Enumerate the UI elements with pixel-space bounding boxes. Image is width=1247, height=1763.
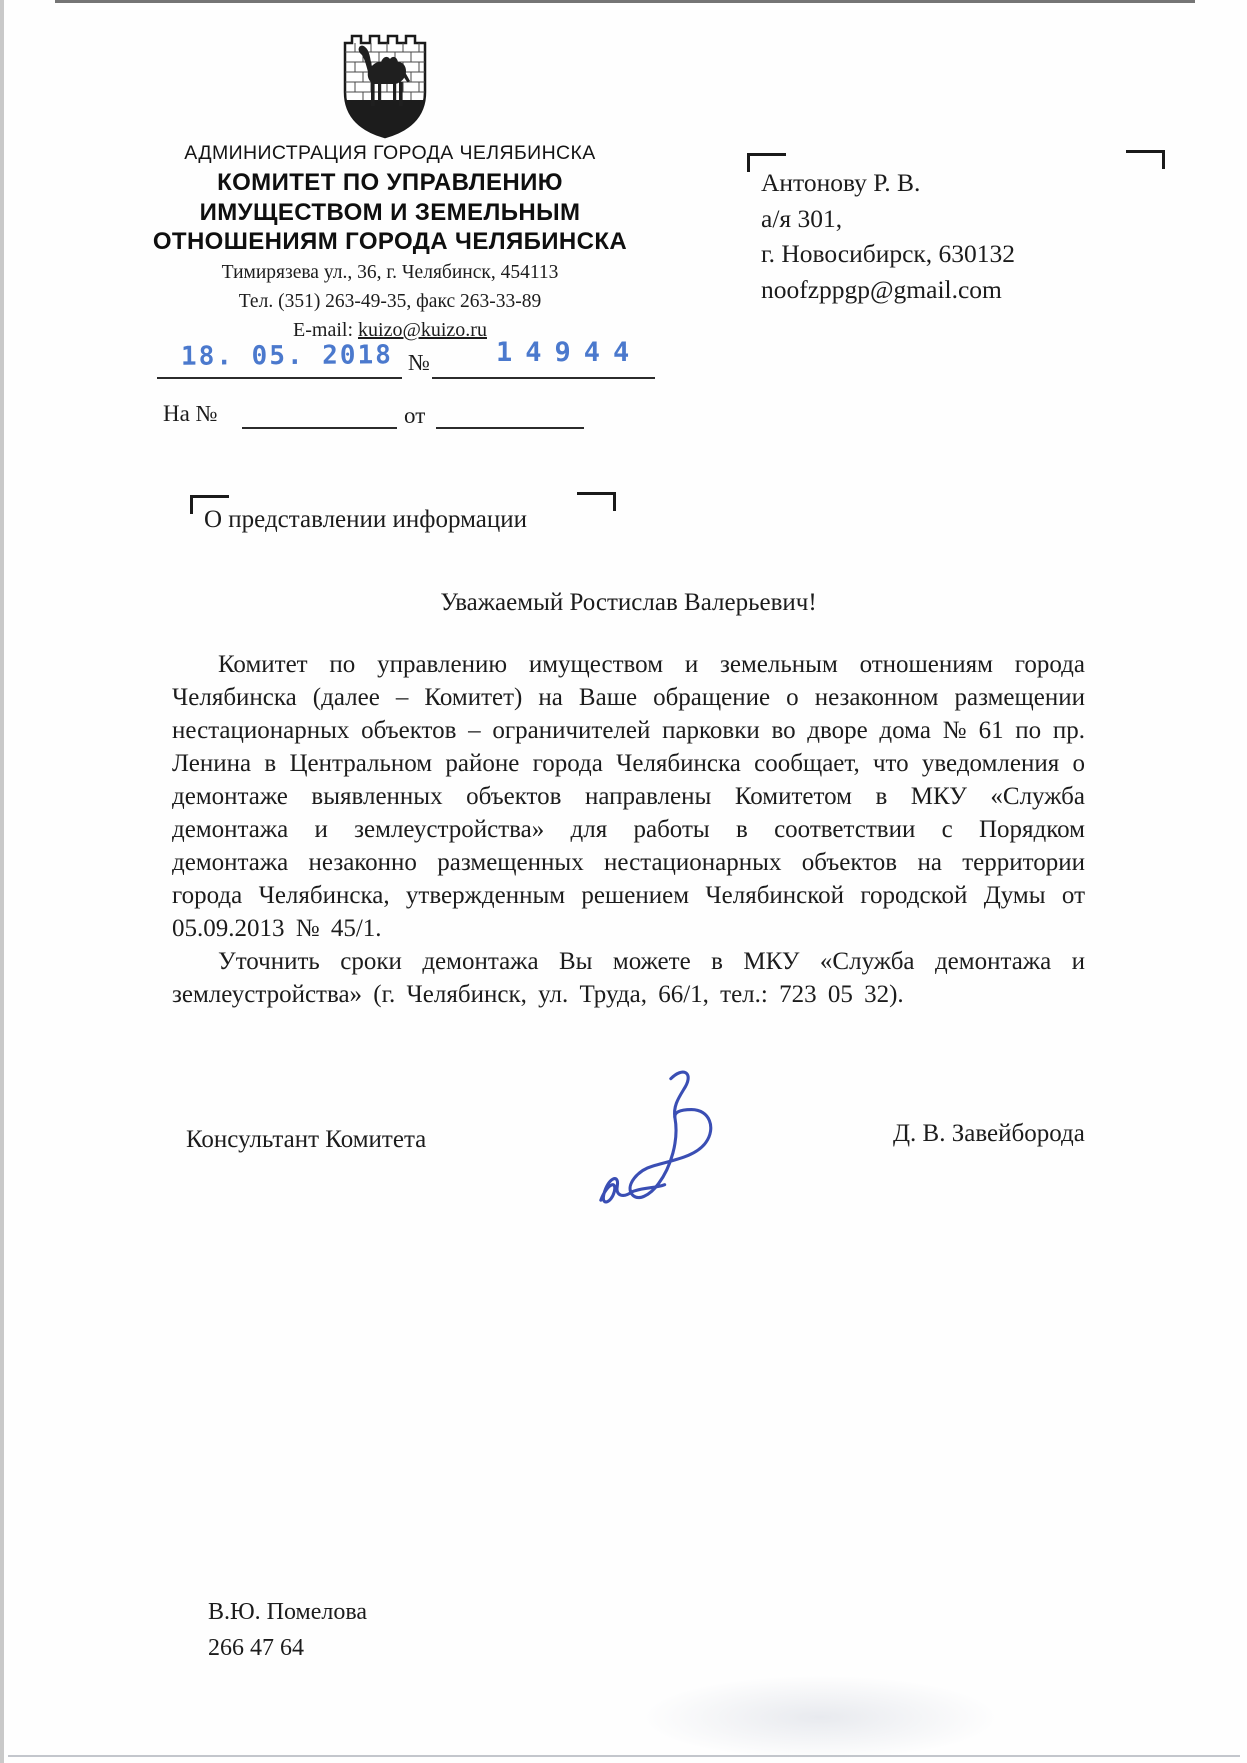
date-underline xyxy=(157,377,402,379)
scan-artifact-smudge xyxy=(640,1675,1000,1760)
body-paragraph-1: Комитет по управлению имуществом и земельным отношениям города Челябинска (далее – Комитет) на Ваше обращение о незаконном размещении нестационарных объектов – ограничителей парковки во дворе дома № 61 по пр. Ленина в Центральном районе города Челябинска сообщает, что уведомления о демонтаже выявленных объектов направлены Комитетом в МКУ «Служба демонтажа и землеустройства» для работы в соответствии с Порядком демонтажа незаконно размещенных нестационарных объектов на территории города Челябинска, утвержденным решением Челябинской городской Думы от 05.09.2013 № 45/1. xyxy=(172,651,1085,942)
in-reply-number-label: На № xyxy=(163,401,218,426)
recipient-name: Антонову Р. В. xyxy=(761,168,921,197)
recipient-block xyxy=(761,165,1101,307)
org-name xyxy=(118,168,662,257)
executor-phone: 266 47 64 xyxy=(208,1635,304,1661)
salutation: Уважаемый Ростислав Валерьевич! xyxy=(440,589,817,616)
org-name-line: ИМУЩЕСТВОМ И ЗЕМЕЛЬНЫМ xyxy=(199,198,581,226)
reg-number-stamp: 14944 xyxy=(496,337,643,368)
handwritten-signature xyxy=(572,1064,747,1219)
org-parent-name: АДМИНИСТРАЦИЯ ГОРОДА ЧЕЛЯБИНСКА xyxy=(184,142,596,164)
number-underline xyxy=(432,377,655,379)
org-name-line: ОТНОШЕНИЯМ ГОРОДА ЧЕЛЯБИНСКА xyxy=(152,228,628,255)
scan-artifact-bottom-edge xyxy=(8,1755,1240,1757)
scan-artifact-top-edge xyxy=(55,0,1195,3)
recipient-po-box: а/я 301, xyxy=(761,203,843,233)
org-phone: Тел. (351) 263-49-35, факс 263-33-89 xyxy=(238,291,542,312)
executor-name: В.Ю. Помелова xyxy=(208,1599,368,1625)
email-label: E-mail: xyxy=(293,319,354,341)
subject-line: О представлении информации xyxy=(204,506,527,533)
org-address: Тимирязева ул., 36, г. Челябинск, 454113 xyxy=(221,262,559,283)
letter-body xyxy=(172,648,1085,1011)
in-reply-date-label: от xyxy=(404,403,426,428)
number-sign-label: № xyxy=(408,350,430,375)
signer-name: Д. В. Завейборода xyxy=(893,1120,1085,1147)
date-stamp: 18. 05. 2018 xyxy=(180,340,393,372)
recipient-city: г. Новосибирск, 630132 xyxy=(761,239,1016,268)
email-address: kuizo@kuizo.ru xyxy=(358,319,487,341)
scan-artifact-left-edge xyxy=(0,0,4,1763)
corner-bracket-top-right xyxy=(577,492,616,511)
coat-of-arms-icon xyxy=(333,28,437,140)
body-paragraph-2: Уточнить сроки демонтажа Вы можете в МКУ «Служба демонтажа и землеустройства» (г. Челябинск, ул. Труда, 66/1, тел.: 723 05 32). xyxy=(172,948,1085,1008)
corner-bracket-top-right xyxy=(1126,150,1165,169)
in-reply-number-underline xyxy=(242,427,397,429)
recipient-email: noofzppgp@gmail.com xyxy=(761,274,1002,304)
signer-position: Консультант Комитета xyxy=(186,1126,427,1153)
executor-block xyxy=(208,1594,367,1666)
in-reply-date-underline xyxy=(436,427,584,429)
org-name-line: КОМИТЕТ ПО УПРАВЛЕНИЮ xyxy=(217,169,563,196)
